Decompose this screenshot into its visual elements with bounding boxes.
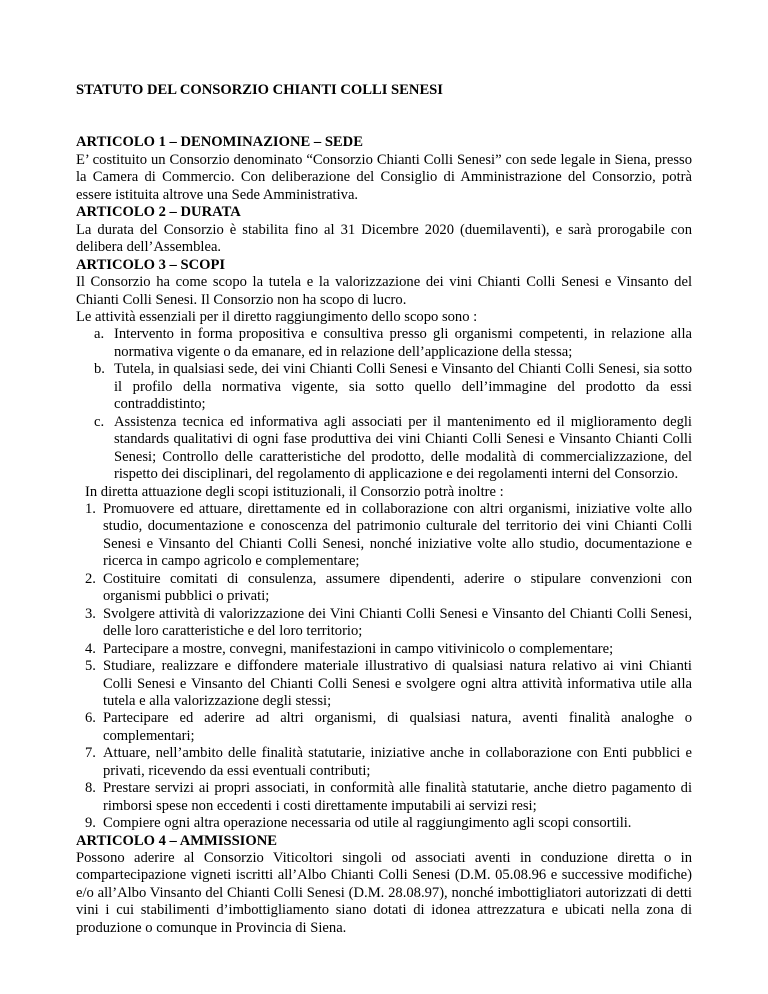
article-3-text-1: Il Consorzio ha come scopo la tutela e la valorizzazione dei vini Chianti Colli Senesi e Vinsanto del Chianti Colli Senesi. Il Consorzio non ha scopo di lucro.	[76, 274, 692, 308]
article-3-heading: ARTICOLO 3 – SCOPI	[76, 256, 226, 273]
list-marker: 4.	[85, 640, 96, 657]
list-item-text: Tutela, in qualsiasi sede, dei vini Chianti Colli Senesi e Vinsanto del Chianti Colli Senesi, sia sotto il profilo della normativa vigente, sia sotto quello dell’immagine del prodotto da essi contraddistinto;	[114, 361, 692, 413]
list-marker: 6.	[85, 710, 96, 727]
list-marker: c.	[94, 413, 105, 430]
list-item	[85, 745, 692, 780]
list-item	[76, 414, 692, 484]
list-marker: 7.	[85, 745, 96, 762]
list-item	[85, 606, 692, 641]
article-1-text: E’ costituito un Consorzio denominato “Consorzio Chianti Colli Senesi” con sede legale in Siena, presso la Camera di Commercio. Con deliberazione del Consiglio di Amministrazione del Consorzio, potrà essere istituita altrove una Sede Amministrativa.	[76, 151, 692, 203]
list-item	[85, 710, 692, 745]
list-marker: 3.	[85, 605, 96, 622]
list-item	[85, 658, 692, 710]
list-item	[85, 501, 692, 571]
list-item	[85, 780, 692, 815]
list-marker: 5.	[85, 658, 96, 675]
article-2-heading: ARTICOLO 2 – DURATA	[76, 204, 241, 221]
list-item	[85, 815, 692, 832]
article-3-text-3: In diretta attuazione degli scopi istituzionali, il Consorzio potrà inoltre :	[85, 483, 504, 500]
article-3-numbered-list	[76, 501, 692, 833]
list-item-text: Partecipare ed aderire ad altri organismi, di qualsiasi natura, aventi finalità analoghe o complementari;	[103, 710, 692, 744]
article-1-heading: ARTICOLO 1 – DENOMINAZIONE – SEDE	[76, 134, 363, 151]
list-marker: 1.	[85, 500, 96, 517]
list-item	[76, 361, 692, 413]
list-item-text: Intervento in forma propositiva e consultiva presso gli organismi competenti, in relazione alla normativa vigente o da emanare, ed in relazione dell’applicazione della stessa;	[114, 326, 692, 360]
list-item-text: Svolgere attività di valorizzazione dei Vini Chianti Colli Senesi e Vinsanto del Chianti Colli Senesi, delle loro caratteristiche e del loro territorio;	[103, 605, 692, 640]
article-4-heading: ARTICOLO 4 – AMMISSIONE	[76, 832, 277, 849]
article-2-text: La durata del Consorzio è stabilita fino al 31 Dicembre 2020 (duemilaventi), e sarà prorogabile con delibera dell’Assemblea.	[76, 221, 692, 256]
list-item-text: Assistenza tecnica ed informativa agli associati per il mantenimento ed il miglioramento degli standards qualitativi di ogni fase produttiva dei vini Chianti Colli Senesi e Vinsanto Chianti Colli Senesi; Controllo delle caratteristiche del prodotto, delle modalità di commercializzazione, del rispetto dei disciplinari, del regolamento di applicazione e dei regolamenti interni del Consorzio.	[114, 413, 692, 483]
list-marker: 2.	[85, 570, 96, 587]
list-item-text: Attuare, nell’ambito delle finalità statutarie, iniziative anche in collaborazione con Enti pubblici e privati, ricevendo da essi eventuali contributi;	[103, 745, 692, 779]
list-marker: a.	[94, 326, 105, 343]
list-item-text: Compiere ogni altra operazione necessaria od utile al raggiungimento agli scopi consortili.	[103, 815, 632, 832]
list-item	[85, 641, 692, 658]
list-item-text: Studiare, realizzare e diffondere materiale illustrativo di qualsiasi natura relativo ai vini Chianti Colli Senesi e Vinsanto del Chianti Colli Senesi e svolgere ogni altra attività informativa utile alla tutela e alla valorizzazione degli stessi;	[103, 658, 692, 709]
article-4-text: Possono aderire al Consorzio Viticoltori singoli od associati aventi in conduzione diretta o in compartecipazione vigneti iscritti all’Albo Chianti Colli Senesi (D.M. 05.08.96 e successive modifiche) e/o all’Albo Vinsanto del Chianti Colli Senesi (D.M. 28.08.97), nonché imbottigliatori autorizzati di detti vini i cui stabilimenti d’imbottigliamento siano dotati di idonea attrezzatura e ubicati nella zona di produzione o comunque in Provincia di Siena.	[76, 850, 692, 936]
list-item	[85, 571, 692, 606]
article-3-alpha-list	[76, 326, 692, 483]
list-marker: 8.	[85, 780, 96, 797]
list-item-text: Partecipare a mostre, convegni, manifestazioni in campo vitivinicolo o complementare;	[103, 640, 614, 657]
list-item-text: Promuovere ed attuare, direttamente ed in collaborazione con altri organismi, iniziative volte allo studio, documentazione e conoscenza del patrimonio culturale del territorio dei vini Chianti Colli Senesi e Vinsanto del Chianti Colli Senesi, nonché iniziative volte allo studio, documentazione e ricerca in campo agricolo e complementare;	[103, 500, 692, 570]
document-title: STATUTO DEL CONSORZIO CHIANTI COLLI SENESI	[76, 82, 443, 98]
list-marker: b.	[94, 361, 105, 378]
list-item-text: Prestare servizi ai propri associati, in conformità alle finalità statutarie, anche dietro pagamento di rimborsi spese non eccedenti i costi direttamente imputabili ai servizi resi;	[103, 780, 692, 814]
list-item-text: Costituire comitati di consulenza, assumere dipendenti, aderire o stipulare convenzioni con organismi pubblici o privati;	[103, 570, 692, 605]
article-3-text-2: Le attività essenziali per il diretto raggiungimento dello scopo sono :	[76, 308, 478, 325]
list-item	[76, 326, 692, 361]
list-marker: 9.	[85, 815, 96, 832]
